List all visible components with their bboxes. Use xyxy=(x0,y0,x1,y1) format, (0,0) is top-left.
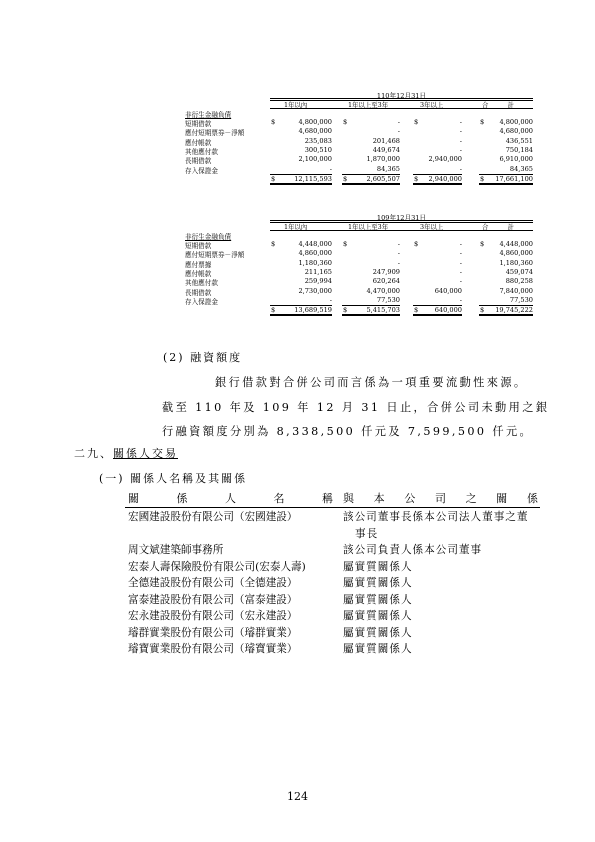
table-date: 110年12月31日 xyxy=(270,90,533,101)
value: 77,530 xyxy=(376,295,400,304)
value: 77,530 xyxy=(509,295,533,304)
currency-symbol: $ xyxy=(414,118,419,126)
currency-symbol: $ xyxy=(480,174,485,183)
value: - xyxy=(459,258,462,267)
financing-line-2: 截至 110 年及 109 年 12 月 31 日止，合併公司未動用之銀 xyxy=(162,401,550,414)
col-header: 合 計 xyxy=(482,222,514,231)
party-name: 宏國建設股份有限公司（宏國建設） xyxy=(128,511,298,523)
value: - xyxy=(459,295,462,304)
row-label: 短期借款 xyxy=(185,120,212,128)
financing-line-1: 銀行借款對合併公司而言係為一項重要流動性來源。 xyxy=(215,376,528,389)
currency-symbol: $ xyxy=(343,240,348,248)
value: - xyxy=(459,267,462,276)
party-name: 宏永建設股份有限公司（宏永建設） xyxy=(128,610,298,622)
value-cell xyxy=(413,277,462,286)
value: - xyxy=(329,295,332,304)
table-row xyxy=(185,137,533,146)
value-cell xyxy=(270,259,332,268)
value-cell xyxy=(479,155,533,164)
col-header: 1年以上至3年 xyxy=(348,222,389,231)
table-header xyxy=(270,98,533,109)
value: - xyxy=(459,249,462,258)
value: - xyxy=(397,127,400,136)
value: - xyxy=(459,145,462,154)
value-cell xyxy=(479,127,533,136)
value: 7,840,000 xyxy=(499,286,533,295)
value-cell xyxy=(479,268,533,277)
party-name: 全德建設股份有限公司（全德建設） xyxy=(128,577,298,589)
value: 4,860,000 xyxy=(298,249,332,258)
value: 247,909 xyxy=(372,267,400,276)
value-cell xyxy=(413,146,462,155)
row-label: 存入保證金 xyxy=(185,297,218,306)
value: - xyxy=(397,118,400,126)
table-row xyxy=(185,165,533,174)
table-row xyxy=(185,155,533,164)
section-label: 非衍生金融負債 xyxy=(185,111,232,119)
value: 211,165 xyxy=(304,267,332,276)
currency-symbol: $ xyxy=(271,306,276,315)
currency-symbol: $ xyxy=(480,240,485,248)
party-name: 富泰建設股份有限公司（富泰建設） xyxy=(128,593,298,606)
party-relation-cont: 事長 xyxy=(355,527,379,540)
col-header: 3年以上 xyxy=(420,100,444,109)
header-relation: 與 本 公 司 之 關 係 xyxy=(343,492,538,505)
section-number: 二九、 xyxy=(74,447,113,460)
row-label: 存入保證金 xyxy=(185,166,218,175)
value: - xyxy=(459,136,462,145)
table-row xyxy=(185,268,533,277)
value-cell xyxy=(342,305,400,315)
party-relation: 該公司董事長係本公司法人董事之董 xyxy=(343,511,529,523)
col-header: 1年以內 xyxy=(284,100,308,109)
value: 19,745,222 xyxy=(495,306,533,315)
party-relation: 屬實質關係人 xyxy=(343,577,413,589)
value-cell xyxy=(270,174,332,184)
party-relation: 屬實質關係人 xyxy=(343,626,413,639)
value-cell xyxy=(342,240,400,249)
row-label: 應付帳款 xyxy=(185,269,212,278)
col-header: 1年以上至3年 xyxy=(348,100,389,109)
table-row xyxy=(185,127,533,136)
value-cell xyxy=(270,155,332,164)
value: 17,661,100 xyxy=(495,174,533,183)
value: - xyxy=(459,240,462,248)
row-label: 應付短期票券－淨額 xyxy=(185,129,245,138)
value-cell xyxy=(413,137,462,146)
party-relation: 屬實質關係人 xyxy=(343,560,413,573)
related-party-table-header xyxy=(125,490,540,508)
value: 4,448,000 xyxy=(499,240,533,248)
value-cell xyxy=(479,259,533,268)
value-cell xyxy=(413,287,462,296)
value: 459,074 xyxy=(505,267,533,276)
row-label: 其他應付款 xyxy=(185,147,218,156)
row-label: 應付票據 xyxy=(185,260,212,269)
currency-symbol: $ xyxy=(480,306,485,315)
value: 6,910,000 xyxy=(499,155,533,164)
currency-symbol: $ xyxy=(480,118,485,126)
value-cell xyxy=(342,137,400,146)
value: 2,605,507 xyxy=(366,174,400,183)
financing-line-3: 行融資額度分別為 8,338,500 仟元及 7,599,500 仟元。 xyxy=(162,425,534,438)
row-label: 應付短期票券－淨額 xyxy=(185,251,245,260)
section-label: 非衍生金融負債 xyxy=(185,233,232,241)
subsection-heading: (一) 關係人名稱及其關係 xyxy=(99,472,248,485)
value-cell xyxy=(479,137,533,146)
value: - xyxy=(397,258,400,267)
value: 2,730,000 xyxy=(298,286,332,295)
table-row xyxy=(185,277,533,286)
total-row xyxy=(185,174,533,183)
value-cell xyxy=(479,118,533,127)
party-name: 周文斌建築師事務所 xyxy=(128,544,224,556)
value-cell xyxy=(413,268,462,277)
value: - xyxy=(397,240,400,248)
value-cell xyxy=(270,137,332,146)
table-row xyxy=(185,118,533,127)
value-cell xyxy=(270,305,332,315)
value-cell xyxy=(270,287,332,296)
value: 84,365 xyxy=(376,164,400,173)
value-cell xyxy=(270,268,332,277)
value: - xyxy=(397,249,400,258)
value: 2,100,000 xyxy=(298,155,332,164)
value: 640,000 xyxy=(434,306,462,315)
value-cell xyxy=(270,277,332,286)
section-heading xyxy=(74,445,178,461)
value-cell xyxy=(270,127,332,136)
row-label: 應付帳款 xyxy=(185,138,212,147)
party-name: 璿群實業股份有限公司（璿群實業） xyxy=(128,626,298,639)
section-label-row xyxy=(185,109,533,118)
currency-symbol: $ xyxy=(343,174,348,183)
value-cell xyxy=(342,146,400,155)
value: 640,000 xyxy=(434,286,462,295)
value: 1,870,000 xyxy=(366,155,400,164)
party-relation: 屬實質關係人 xyxy=(343,593,413,606)
party-relation: 屬實質關係人 xyxy=(343,643,413,655)
row-label: 短期借款 xyxy=(185,242,212,250)
party-name: 宏泰人壽保險股份有限公司(宏泰人壽) xyxy=(128,560,306,573)
value: 5,415,703 xyxy=(366,306,400,315)
value: 620,264 xyxy=(372,277,400,286)
table-row xyxy=(185,240,533,249)
value: 4,680,000 xyxy=(499,127,533,136)
value: 201,468 xyxy=(372,136,400,145)
value-cell xyxy=(413,240,462,249)
value: 750,184 xyxy=(505,145,533,154)
value: 4,860,000 xyxy=(499,249,533,258)
section-title: 關係人交易 xyxy=(113,447,178,460)
value-cell xyxy=(270,240,332,249)
value: 235,083 xyxy=(304,136,332,145)
value-cell xyxy=(270,146,332,155)
value-cell xyxy=(342,155,400,164)
value: - xyxy=(459,118,462,126)
value-cell xyxy=(342,118,400,127)
value-cell xyxy=(479,287,533,296)
value: 2,940,000 xyxy=(428,155,462,164)
value: 880,258 xyxy=(505,277,533,286)
value-cell xyxy=(342,287,400,296)
value: - xyxy=(459,164,462,173)
value: 4,448,000 xyxy=(298,240,332,248)
value: - xyxy=(459,277,462,286)
party-relation: 屬實質關係人 xyxy=(343,610,413,622)
value: 4,680,000 xyxy=(298,127,332,136)
row-label: 長期借款 xyxy=(185,288,212,297)
financing-heading: (2) 融資額度 xyxy=(163,351,243,364)
value-cell xyxy=(342,249,400,258)
value-cell xyxy=(342,127,400,136)
value-cell xyxy=(413,259,462,268)
col-header: 1年以內 xyxy=(284,222,308,231)
value-cell xyxy=(479,146,533,155)
value-cell xyxy=(479,305,533,315)
value-cell xyxy=(413,155,462,164)
page-number: 124 xyxy=(287,790,308,803)
value: 1,180,360 xyxy=(298,258,332,267)
col-header: 合 計 xyxy=(482,100,514,109)
table-row xyxy=(185,296,533,305)
value: 13,689,519 xyxy=(294,306,332,315)
value: 12,115,593 xyxy=(294,174,332,183)
table-row xyxy=(185,146,533,155)
value-cell xyxy=(342,259,400,268)
table-row xyxy=(185,287,533,296)
table-row xyxy=(185,259,533,268)
table-date: 109年12月31日 xyxy=(270,212,533,223)
currency-symbol: $ xyxy=(271,174,276,183)
currency-symbol: $ xyxy=(343,118,348,126)
value-cell xyxy=(413,174,462,184)
value-cell xyxy=(413,127,462,136)
value-cell xyxy=(413,249,462,258)
value-cell xyxy=(342,174,400,184)
value: - xyxy=(329,164,332,173)
value: 2,940,000 xyxy=(428,174,462,183)
value: 259,994 xyxy=(304,277,332,286)
value-cell xyxy=(342,268,400,277)
currency-symbol: $ xyxy=(414,174,419,183)
value-cell xyxy=(413,118,462,127)
value: 4,800,000 xyxy=(499,118,533,126)
value: 449,674 xyxy=(372,145,400,154)
value: 4,470,000 xyxy=(366,286,400,295)
value: 84,365 xyxy=(509,164,533,173)
header-name: 關 係 人 名 稱 xyxy=(128,492,333,505)
row-label: 其他應付款 xyxy=(185,279,218,288)
currency-symbol: $ xyxy=(343,306,348,315)
value-cell xyxy=(479,277,533,286)
value: 1,180,360 xyxy=(499,258,533,267)
party-relation: 該公司負責人係本公司董事 xyxy=(343,544,483,556)
currency-symbol: $ xyxy=(414,306,419,315)
value-cell xyxy=(479,174,533,184)
value-cell xyxy=(270,249,332,258)
value-cell xyxy=(413,305,462,315)
party-name: 璿寶實業股份有限公司（璿寶實業） xyxy=(128,643,298,655)
value-cell xyxy=(479,240,533,249)
currency-symbol: $ xyxy=(414,240,419,248)
value: - xyxy=(459,127,462,136)
value: 4,800,000 xyxy=(298,118,332,126)
section-label-row xyxy=(185,231,533,240)
table-header xyxy=(270,220,533,231)
currency-symbol: $ xyxy=(271,240,276,248)
total-row xyxy=(185,305,533,314)
value-cell xyxy=(270,118,332,127)
value: 436,551 xyxy=(505,136,533,145)
row-label: 長期借款 xyxy=(185,157,212,166)
col-header: 3年以上 xyxy=(420,222,444,231)
table-row xyxy=(185,249,533,258)
value-cell xyxy=(479,249,533,258)
currency-symbol: $ xyxy=(271,118,276,126)
value-cell xyxy=(342,277,400,286)
value: 300,510 xyxy=(304,145,332,154)
